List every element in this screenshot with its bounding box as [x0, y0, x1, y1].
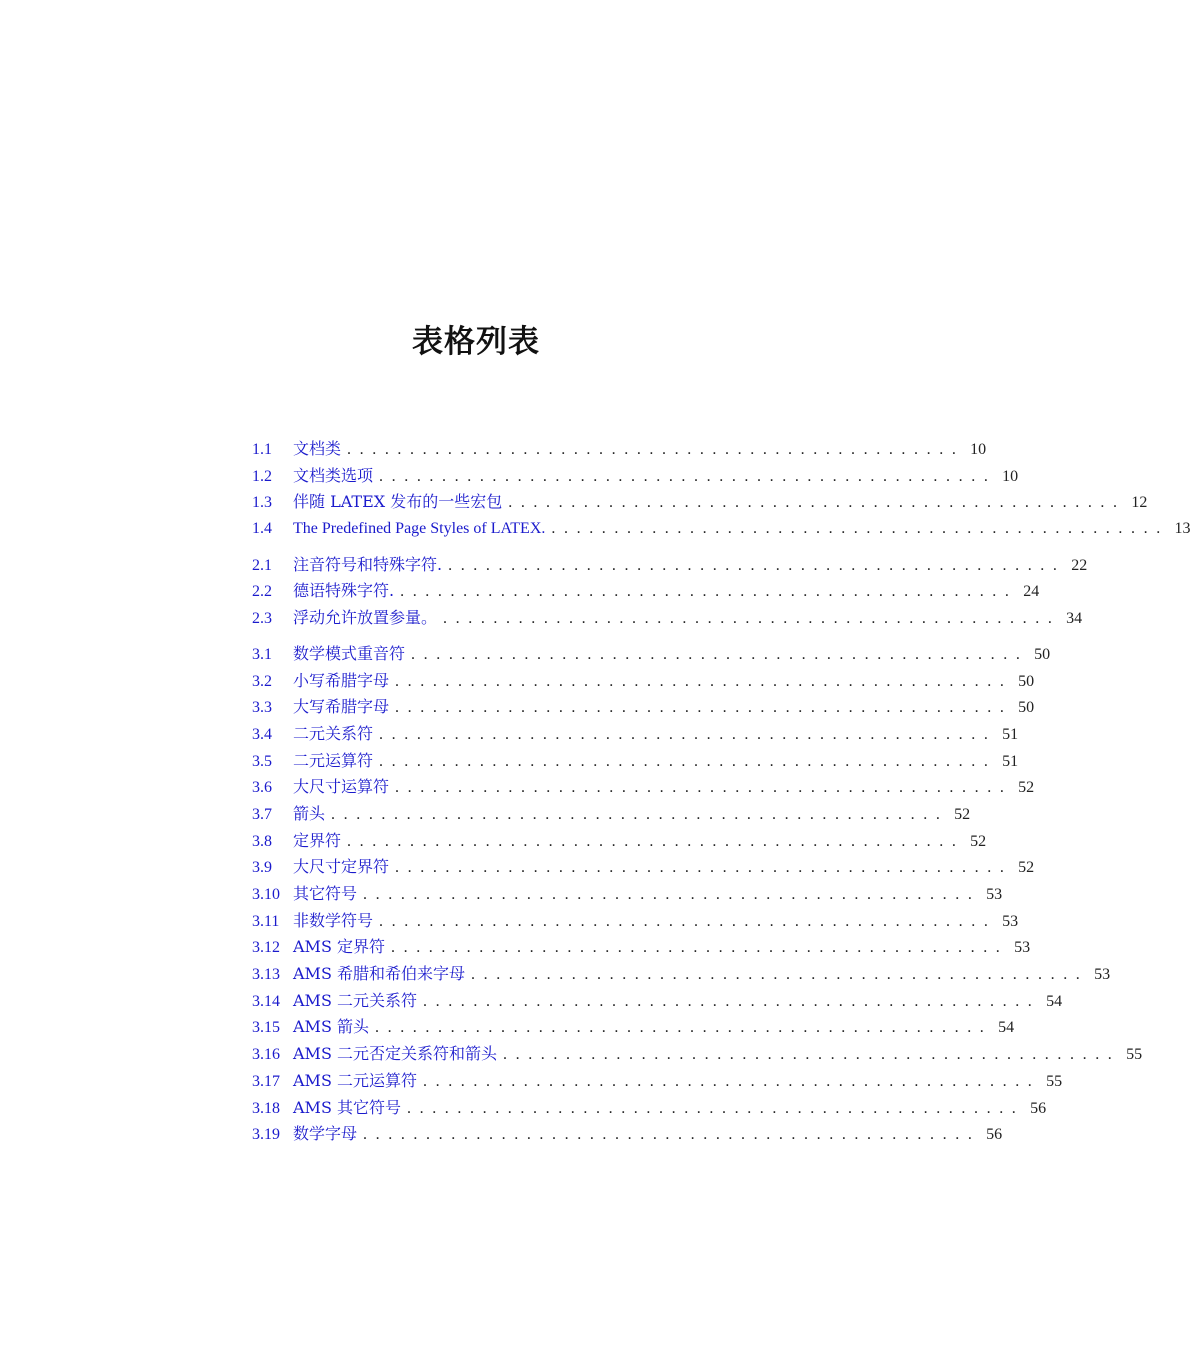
entry-number: 3.14: [252, 992, 280, 1010]
entry-page: 51: [1002, 752, 1019, 770]
entry-page: 53: [986, 886, 1003, 903]
toc-entry[interactable]: [252, 436, 987, 463]
toc-entry[interactable]: [252, 1095, 1047, 1122]
dot-leader: . . . . . . . . . . . . . . . . . . . . . . . . . . . . . . . . . . . . . . . . . . . . . . . . .: [443, 610, 1055, 628]
entry-title: 二元关系符: [293, 723, 374, 743]
toc-entry[interactable]: [252, 908, 1019, 935]
dot-leader: . . . . . . . . . . . . . . . . . . . . . . . . . . . . . . . . . . . . . . . . . . . . . . . . .: [395, 699, 1007, 717]
entry-number: 2.3: [252, 610, 272, 628]
toc-entry[interactable]: [252, 694, 1035, 721]
toc-entry[interactable]: [252, 641, 1051, 668]
toc-entry[interactable]: [252, 463, 1019, 490]
entry-title: 大尺寸运算符: [293, 777, 390, 797]
toc-entry[interactable]: [252, 774, 1035, 801]
entry-title: 数学模式重音符: [293, 643, 406, 663]
entry-number: 3.3: [252, 699, 272, 717]
entry-title: 伴随 LATEX 发布的一些宏包: [293, 492, 503, 512]
dot-leader: . . . . . . . . . . . . . . . . . . . . . . . . . . . . . . . . . . . . . . . . . . . . . . . . .: [395, 859, 1007, 877]
entry-page: 34: [1066, 610, 1083, 628]
entry-title: AMS 箭头: [293, 1017, 369, 1037]
entry-title: 定界符: [293, 830, 342, 850]
dot-leader: . . . . . . . . . . . . . . . . . . . . . . . . . . . . . . . . . . . . . . . . . . . . . . . . .: [375, 1019, 987, 1037]
toc-entry[interactable]: [252, 489, 1148, 516]
entry-number: 3.9: [252, 859, 272, 877]
entry-page: 50: [1018, 699, 1035, 717]
entry-page: 12: [1131, 494, 1148, 512]
dot-leader: . . . . . . . . . . . . . . . . . . . . . . . . . . . . . . . . . . . . . . . . . . . . . . . . .: [551, 520, 1163, 538]
entry-title: 大尺寸定界符: [293, 857, 390, 877]
toc-entry[interactable]: [252, 934, 1031, 961]
entry-title: AMS 二元否定关系符和箭头: [293, 1044, 497, 1064]
entry-number: 2.1: [252, 556, 272, 574]
entry-number: 3.16: [252, 1046, 280, 1064]
dot-leader: . . . . . . . . . . . . . . . . . . . . . . . . . . . . . . . . . . . . . . . . . . . . . . . . .: [395, 672, 1007, 690]
toc-entry[interactable]: [252, 516, 1191, 543]
entry-page: 50: [1018, 672, 1035, 690]
entry-title: 小写希腊字母: [293, 670, 390, 690]
entry-page: 52: [954, 805, 971, 823]
toc-entry[interactable]: [252, 668, 1035, 695]
entry-page: 52: [1018, 779, 1035, 797]
entry-page: 51: [1002, 725, 1019, 743]
entry-number: 3.17: [252, 1072, 280, 1090]
entry-number: 3.11: [252, 912, 280, 930]
entry-title: 文档类: [293, 439, 342, 458]
dot-leader: . . . . . . . . . . . . . . . . . . . . . . . . . . . . . . . . . . . . . . . . . . . . . . . . .: [508, 494, 1120, 512]
entry-number: 3.2: [252, 672, 272, 690]
entry-title: 箭头: [293, 803, 326, 823]
entry-title: 二元运算符: [293, 750, 374, 770]
entry-page: 10: [970, 441, 987, 458]
entry-page: 56: [1030, 1099, 1047, 1117]
entry-number: 3.10: [252, 886, 280, 903]
list-of-tables: [252, 436, 1191, 1157]
toc-group-chapter-1: [252, 436, 1191, 543]
dot-leader: . . . . . . . . . . . . . . . . . . . . . . . . . . . . . . . . . . . . . . . . . . . . . . . . .: [411, 645, 1023, 663]
toc-entry[interactable]: [252, 1014, 1015, 1041]
entry-page: 24: [1023, 583, 1040, 601]
dot-leader: . . . . . . . . . . . . . . . . . . . . . . . . . . . . . . . . . . . . . . . . . . . . . . . . .: [379, 912, 991, 930]
entry-page: 54: [998, 1019, 1015, 1037]
entry-number: 3.7: [252, 805, 272, 823]
entry-title: 注音符号和特殊字符.: [293, 554, 443, 574]
entry-page: 56: [986, 1126, 1003, 1144]
dot-leader: . . . . . . . . . . . . . . . . . . . . . . . . . . . . . . . . . . . . . . . . . . . . . . . . .: [363, 1126, 975, 1144]
entry-title: 浮动允许放置参量。: [293, 608, 438, 628]
dot-leader: . . . . . . . . . . . . . . . . . . . . . . . . . . . . . . . . . . . . . . . . . . . . . . . . .: [379, 467, 991, 485]
entry-title: AMS 其它符号: [293, 1097, 401, 1117]
entry-title: AMS 希腊和希伯来字母: [293, 964, 465, 984]
toc-entry[interactable]: [252, 748, 1019, 775]
entry-page: 53: [1094, 966, 1111, 984]
page-title: 表格列表: [412, 324, 540, 360]
entry-title: The Predefined Page Styles of LATEX.: [293, 520, 546, 538]
dot-leader: . . . . . . . . . . . . . . . . . . . . . . . . . . . . . . . . . . . . . . . . . . . . . . . . .: [363, 886, 975, 903]
entry-title: AMS 定界符: [293, 937, 385, 957]
toc-entry[interactable]: [252, 988, 1063, 1015]
entry-page: 53: [1002, 912, 1019, 930]
entry-page: 54: [1046, 992, 1063, 1010]
dot-leader: . . . . . . . . . . . . . . . . . . . . . . . . . . . . . . . . . . . . . . . . . . . . . . . . .: [395, 779, 1007, 797]
toc-group-chapter-2: [252, 552, 1088, 632]
entry-number: 3.12: [252, 939, 280, 957]
entry-page: 52: [1018, 859, 1035, 877]
entry-title: AMS 二元运算符: [293, 1070, 417, 1090]
entry-number: 1.3: [252, 494, 272, 512]
entry-page: 50: [1034, 645, 1051, 663]
dot-leader: . . . . . . . . . . . . . . . . . . . . . . . . . . . . . . . . . . . . . . . . . . . . . . . . .: [503, 1046, 1115, 1064]
dot-leader: . . . . . . . . . . . . . . . . . . . . . . . . . . . . . . . . . . . . . . . . . . . . . . . . .: [379, 752, 991, 770]
entry-page: 13: [1174, 520, 1191, 538]
toc-entry[interactable]: [252, 854, 1035, 881]
dot-leader: . . . . . . . . . . . . . . . . . . . . . . . . . . . . . . . . . . . . . . . . . . . . . . . . .: [379, 725, 991, 743]
toc-group-chapter-3: [252, 641, 1143, 1148]
toc-entry[interactable]: [252, 605, 1083, 632]
toc-entry[interactable]: [252, 828, 987, 855]
entry-title: 非数学符号: [293, 910, 374, 930]
entry-page: 52: [970, 832, 987, 850]
toc-entry[interactable]: [252, 1068, 1063, 1095]
entry-title: 文档类选项: [293, 465, 374, 485]
toc-entry[interactable]: [252, 801, 971, 828]
entry-page: 55: [1126, 1046, 1143, 1064]
dot-leader: . . . . . . . . . . . . . . . . . . . . . . . . . . . . . . . . . . . . . . . . . . . . . . . . .: [407, 1099, 1019, 1117]
entry-page: 10: [1002, 467, 1019, 485]
entry-title: 德语特殊字符.: [293, 581, 395, 601]
entry-number: 3.13: [252, 966, 280, 984]
entry-number: 1.2: [252, 467, 272, 485]
entry-title: 其它符号: [293, 884, 358, 903]
entry-title: 大写希腊字母: [293, 697, 390, 717]
entry-number: 3.18: [252, 1099, 280, 1117]
dot-leader: . . . . . . . . . . . . . . . . . . . . . . . . . . . . . . . . . . . . . . . . . . . . . . . . .: [347, 832, 959, 850]
dot-leader: . . . . . . . . . . . . . . . . . . . . . . . . . . . . . . . . . . . . . . . . . . . . . . . . .: [471, 966, 1083, 984]
dot-leader: . . . . . . . . . . . . . . . . . . . . . . . . . . . . . . . . . . . . . . . . . . . . . . . . .: [423, 992, 1035, 1010]
entry-page: 55: [1046, 1072, 1063, 1090]
entry-number: 1.4: [252, 520, 272, 538]
toc-entry[interactable]: [252, 552, 1088, 579]
toc-entry[interactable]: [252, 1121, 1003, 1148]
dot-leader: . . . . . . . . . . . . . . . . . . . . . . . . . . . . . . . . . . . . . . . . . . . . . . . . .: [400, 583, 1012, 601]
entry-number: 3.19: [252, 1126, 280, 1144]
entry-number: 3.4: [252, 725, 272, 743]
toc-entry[interactable]: [252, 961, 1111, 988]
entry-title: AMS 二元关系符: [293, 990, 417, 1010]
entry-number: 1.1: [252, 441, 272, 458]
dot-leader: . . . . . . . . . . . . . . . . . . . . . . . . . . . . . . . . . . . . . . . . . . . . . . . . .: [448, 556, 1060, 574]
toc-entry[interactable]: [252, 578, 1040, 605]
entry-number: 2.2: [252, 583, 272, 601]
entry-page: 53: [1014, 939, 1031, 957]
entry-number: 3.8: [252, 832, 272, 850]
toc-entry[interactable]: [252, 1041, 1143, 1068]
dot-leader: . . . . . . . . . . . . . . . . . . . . . . . . . . . . . . . . . . . . . . . . . . . . . . . . .: [331, 805, 943, 823]
entry-page: 22: [1071, 556, 1088, 574]
dot-leader: . . . . . . . . . . . . . . . . . . . . . . . . . . . . . . . . . . . . . . . . . . . . . . . . .: [347, 441, 959, 458]
entry-number: 3.1: [252, 645, 272, 663]
entry-number: 3.15: [252, 1019, 280, 1037]
toc-entry[interactable]: [252, 721, 1019, 748]
entry-number: 3.6: [252, 779, 272, 797]
entry-title: 数学字母: [293, 1124, 358, 1144]
toc-entry[interactable]: [252, 881, 1003, 908]
entry-number: 3.5: [252, 752, 272, 770]
dot-leader: . . . . . . . . . . . . . . . . . . . . . . . . . . . . . . . . . . . . . . . . . . . . . . . . .: [423, 1072, 1035, 1090]
dot-leader: . . . . . . . . . . . . . . . . . . . . . . . . . . . . . . . . . . . . . . . . . . . . . . . . .: [391, 939, 1003, 957]
